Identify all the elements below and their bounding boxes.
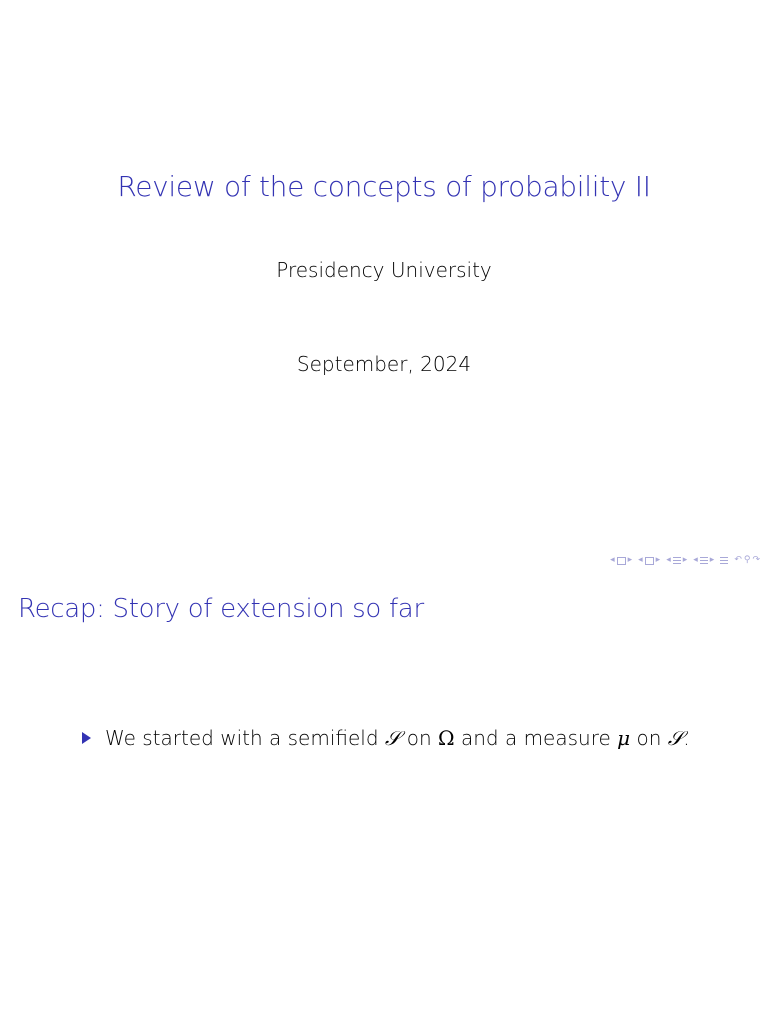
forward-icon[interactable]: ↷: [752, 555, 760, 565]
arrow-left-icon[interactable]: ◂: [693, 555, 698, 565]
author-institution: Presidency University: [276, 258, 492, 282]
arrow-right-icon[interactable]: ▸: [627, 555, 633, 565]
presentation-date: September, 2024: [296, 352, 472, 376]
bullet-list: [82, 726, 732, 750]
recap-slide: [0, 576, 768, 1024]
omega-symbol: Ω: [438, 726, 455, 750]
bullet-text: [105, 726, 690, 750]
subsection-icon[interactable]: [645, 557, 654, 565]
semifield-symbol: 𝒮: [384, 726, 401, 750]
list-item: [82, 726, 732, 750]
frame-icon[interactable]: [617, 557, 626, 565]
semifield-symbol: 𝒮: [667, 726, 684, 750]
document-icon[interactable]: [700, 557, 708, 564]
text-fragment: on: [400, 726, 439, 750]
arrow-left-icon[interactable]: ◂: [638, 555, 643, 565]
frame-nav: [610, 556, 632, 565]
search-icon[interactable]: ⚲: [743, 555, 751, 565]
presentation-title: Review of the concepts of probability II: [117, 170, 651, 203]
text-fragment: on: [630, 726, 668, 750]
arrow-right-icon[interactable]: ▸: [682, 555, 688, 565]
frame-title: Recap: Story of extension so far: [18, 594, 424, 624]
arrow-right-icon[interactable]: ▸: [709, 555, 715, 565]
align-nav: [720, 557, 728, 564]
arrow-left-icon[interactable]: ◂: [610, 555, 615, 565]
arrow-right-icon[interactable]: ▸: [655, 555, 661, 565]
triangle-bullet-icon: [82, 732, 91, 744]
text-fragment: We started with a semifield: [105, 726, 385, 750]
back-icon[interactable]: ↶: [734, 555, 742, 565]
text-fragment: .: [683, 726, 690, 750]
beamer-navigation-bar: [610, 556, 760, 565]
align-icon[interactable]: [720, 557, 728, 564]
mu-symbol: μ: [617, 726, 631, 750]
document-nav: [693, 556, 714, 565]
section-icon[interactable]: [673, 557, 681, 564]
subsection-nav: [638, 556, 660, 565]
text-fragment: and a measure: [454, 726, 618, 750]
section-nav: [666, 556, 687, 565]
arrow-left-icon[interactable]: ◂: [666, 555, 671, 565]
search-nav: [734, 556, 760, 565]
